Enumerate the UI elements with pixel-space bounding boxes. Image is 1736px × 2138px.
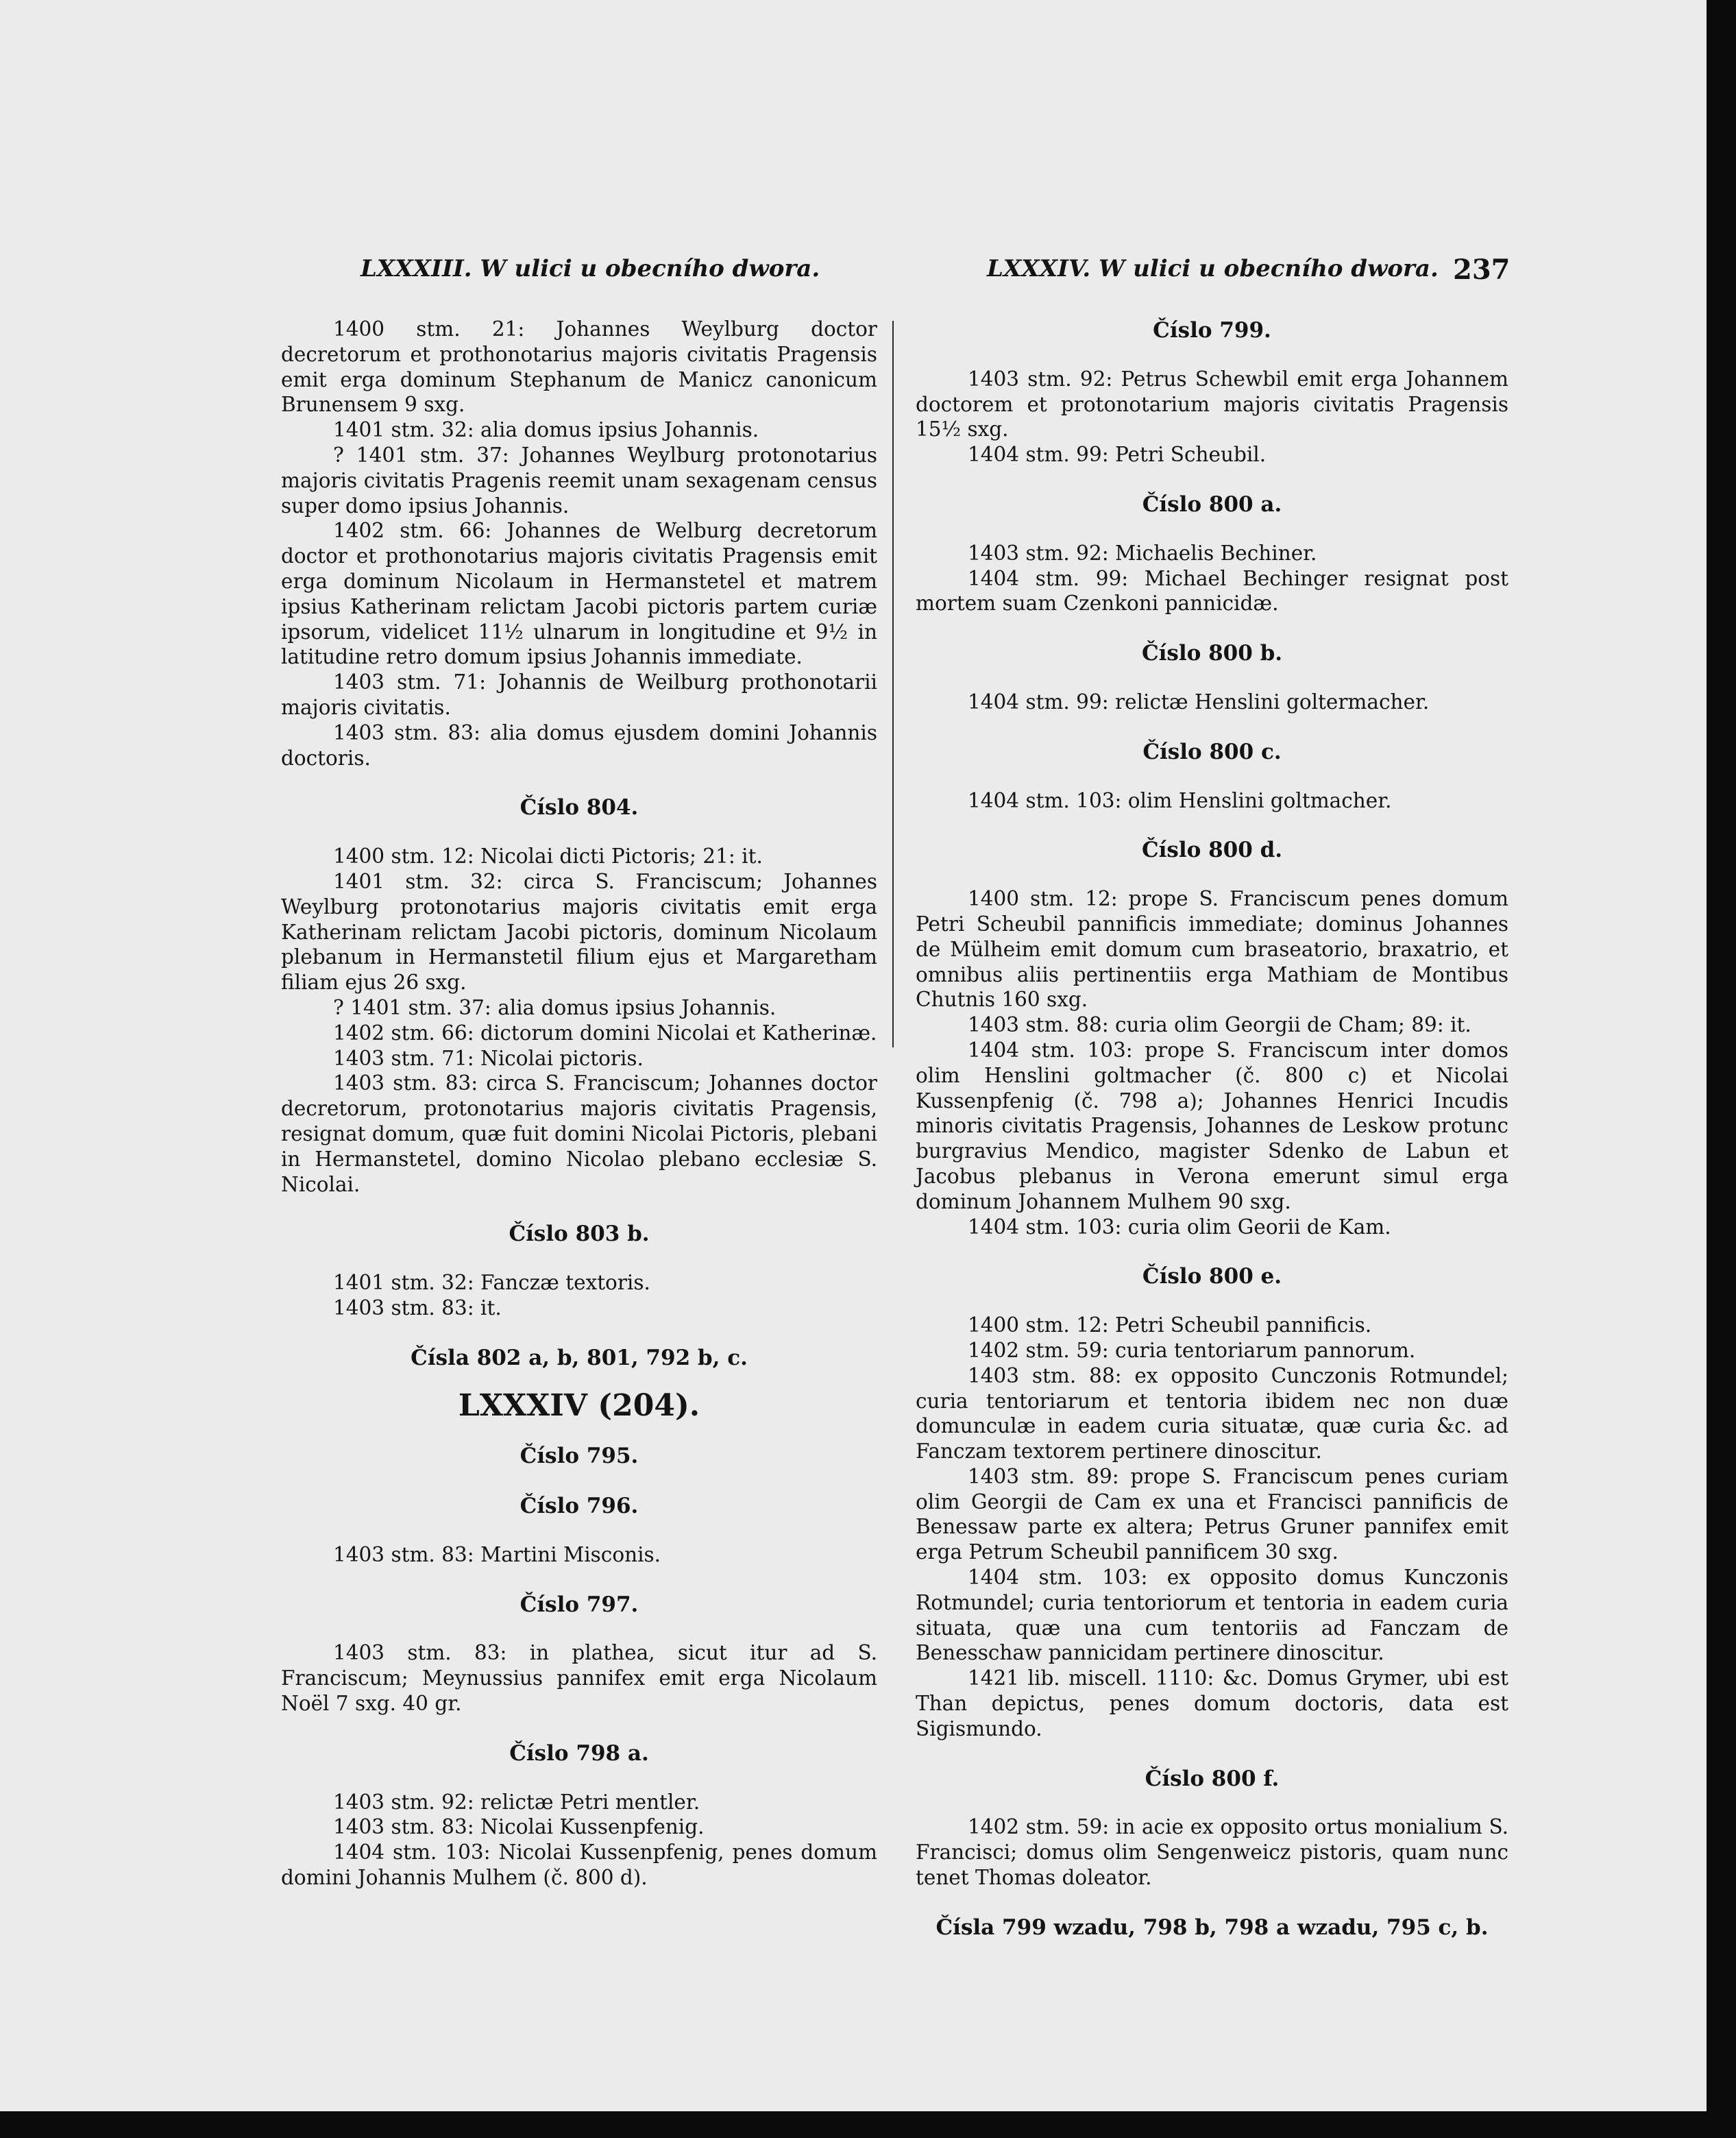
- entry: 1400 stm. 21: Johannes Weylburg doctor decretorum et prothonotarius majoris civitatis Pragensis emit erga dominum Stephanum de Manicz canonicum Brunensem 9 sxg.: [281, 317, 877, 417]
- section-heading: Číslo 797.: [519, 1592, 639, 1617]
- column-divider: [892, 321, 894, 1047]
- entry: 1403 stm. 71: Johannis de Weilburg prothonotarii majoris civitatis.: [281, 670, 877, 719]
- entry: 1404 stm. 99: Michael Bechinger resignat post mortem suam Czenkoni pannicidæ.: [916, 566, 1508, 616]
- section-heading: Číslo 800 d.: [1141, 838, 1283, 863]
- section-heading: Číslo 795.: [519, 1444, 639, 1469]
- entry: 1400 stm. 12: prope S. Franciscum penes domum Petri Scheubil pannificis immediate; dominus Johannes de Mülheim emit domum cum braseatorio, braxatrio, et omnibus aliis pertinentiis erga Mathiam de Montibus Chutnis 160 sxg.: [916, 887, 1508, 1012]
- section-heading: Číslo 800 c.: [1142, 739, 1282, 764]
- entry: 1403 stm. 83: circa S. Franciscum; Johannes doctor decretorum, protonotarius majoris civitatis Pragensis, resignat domum, quæ fuit domini Nicolai Pictoris, plebani in Hermanstetel, domino Nicolao plebano ecclesiæ S. Nicolai.: [281, 1071, 877, 1196]
- entry: 1404 stm. 103: curia olim Georii de Kam.: [968, 1215, 1391, 1239]
- entry: 1403 stm. 89: prope S. Franciscum penes curiam olim Georgii de Cam ex una et Francisci pannificis de Benessaw parte ex altera; Petrus Gruner pannifex emit erga Petrum Scheubil pannificem 30 sxg.: [916, 1464, 1508, 1564]
- entry: 1403 stm. 83: alia domus ejusdem domini Johannis doctoris.: [281, 720, 877, 770]
- section-heading: Číslo 798 a.: [509, 1740, 649, 1766]
- entry: 1400 stm. 12: Petri Scheubil pannificis.: [968, 1313, 1372, 1337]
- entry: 1401 stm. 32: circa S. Franciscum; Johannes Weylburg protonotarius majoris civitatis emit erga Katherinam relictam Jacobi pictoris, dominum Nicolaum plebanum in Hermanstetil filium ejus et Margaretham filiam ejus 26 sxg.: [281, 869, 877, 995]
- entry: 1403 stm. 83: it.: [333, 1296, 502, 1320]
- left-column: [281, 317, 877, 1891]
- section-heading: Číslo 804.: [519, 795, 639, 821]
- entry: 1402 stm. 59: in acie ex opposito ortus monialium S. Francisci; domus olim Sengenweicz pistoris, quam nunc tenet Thomas doleator.: [916, 1815, 1508, 1890]
- section-heading: Číslo 800 f.: [1145, 1766, 1280, 1791]
- entry: 1421 lib. miscell. 1110: &c. Domus Grymer, ubi est Than depictus, penes domum doctoris, data est Sigismundo.: [916, 1666, 1508, 1740]
- entry: 1403 stm. 71: Nicolai pictoris.: [333, 1046, 644, 1070]
- entry: 1400 stm. 12: Nicolai dicti Pictoris; 21: it.: [333, 845, 763, 868]
- entry: 1404 stm. 103: Nicolai Kussenpfenig, penes domum domini Johannis Mulhem (č. 800 d).: [281, 1841, 877, 1890]
- entry: 1403 stm. 92: Petrus Schewbil emit erga Johannem doctorem et protonotarium majoris civitatis Pragensis 15½ sxg.: [916, 367, 1508, 441]
- entry: 1403 stm. 83: Martini Misconis.: [333, 1542, 661, 1566]
- section-heading: Číslo 803 b.: [509, 1222, 650, 1247]
- entry: 1404 stm. 103: olim Henslini goltmacher.: [968, 788, 1392, 812]
- numbers-note: Čísla 799 wzadu, 798 b, 798 a wzadu, 795 c, b.: [936, 1915, 1489, 1940]
- entry: 1403 stm. 88: curia olim Georgii de Cham; 89: it.: [968, 1013, 1471, 1037]
- entry: 1401 stm. 32: Fanczæ textoris.: [333, 1271, 650, 1295]
- entry: 1402 stm. 59: curia tentoriarum pannorum.: [968, 1338, 1416, 1362]
- entry: 1402 stm. 66: Johannes de Welburg decretorum doctor et prothonotarius majoris civitatis Pragensis emit erga dominum Nicolaum in Hermanstetel et matrem ipsius Katherinam relictam Jacobi pictoris partem curiæ ipsorum, videlicet 11½ ulnarum in longitudine et 9½ in latitudine retro domum ipsius Johannis immediate.: [281, 519, 877, 669]
- numbers-note: Čísla 802 a, b, 801, 792 b, c.: [411, 1345, 748, 1370]
- entry: 1404 stm. 99: Petri Scheubil.: [968, 443, 1267, 467]
- entry: 1404 stm. 99: relictæ Henslini goltermacher.: [968, 690, 1430, 714]
- page-number: 237: [1453, 254, 1511, 286]
- entry: 1403 stm. 92: Michaelis Bechiner.: [968, 541, 1317, 565]
- entry: 1402 stm. 66: dictorum domini Nicolai et Katherinæ.: [333, 1021, 877, 1045]
- entry: 1403 stm. 83: Nicolai Kussenpfenig.: [333, 1815, 705, 1839]
- entry: 1404 stm. 103: prope S. Franciscum inter domos olim Henslini goltmacher (č. 800 c) et Nicolai Kussenpfenig (č. 798 a); Johannes Henrici Incudis minoris civitatis Pragensis, Johannes de Leskow protunc burgravius Mendico, magister Sdenko de Labun et Jacobus plebanus in Verona emerunt simul erga dominum Johannem Mulhem 90 sxg.: [916, 1038, 1508, 1213]
- chapter-heading: LXXXIV (204).: [458, 1388, 700, 1424]
- section-heading: Číslo 796.: [519, 1494, 639, 1519]
- right-column: [916, 317, 1508, 1941]
- running-header-right: LXXXIV. W ulici u obecního dwora.: [987, 255, 1439, 282]
- entry: ? 1401 stm. 37: Johannes Weylburg protonotarius majoris civitatis Pragenis reemit unam sexagenam census super domo ipsius Johannis.: [281, 443, 877, 518]
- section-heading: Číslo 800 b.: [1141, 641, 1283, 666]
- section-heading: Číslo 800 a.: [1142, 491, 1282, 517]
- entry: 1403 stm. 92: relictæ Petri mentler.: [333, 1790, 700, 1814]
- entry: 1403 stm. 83: in plathea, sicut itur ad S. Franciscum; Meynussius pannifex emit erga Nicolaum Noël 7 sxg. 40 gr.: [281, 1641, 877, 1716]
- entry: 1403 stm. 88: ex opposito Cunczonis Rotmundel; curia tentoriarum et tentoria ibidem nec non duæ domunculæ in eadem curia situatæ, quæ curia &c. ad Fanczam textorem pertinere dinoscitur.: [916, 1363, 1508, 1463]
- section-heading: Číslo 799.: [1153, 318, 1271, 343]
- entry: ? 1401 stm. 37: alia domus ipsius Johannis.: [333, 995, 777, 1019]
- entry: 1404 stm. 103: ex opposito domus Kunczonis Rotmundel; curia tentoriorum et tentoria in eadem curia situata, quæ una cum tentoriis ad Fanczam de Benesschaw pannicidam pertinere dinoscitur.: [916, 1566, 1508, 1665]
- entry: 1401 stm. 32: alia domus ipsius Johannis.: [333, 418, 759, 442]
- section-heading: Číslo 800 e.: [1142, 1264, 1282, 1289]
- running-header-left: LXXXIII. W ulici u obecního dwora.: [360, 255, 820, 282]
